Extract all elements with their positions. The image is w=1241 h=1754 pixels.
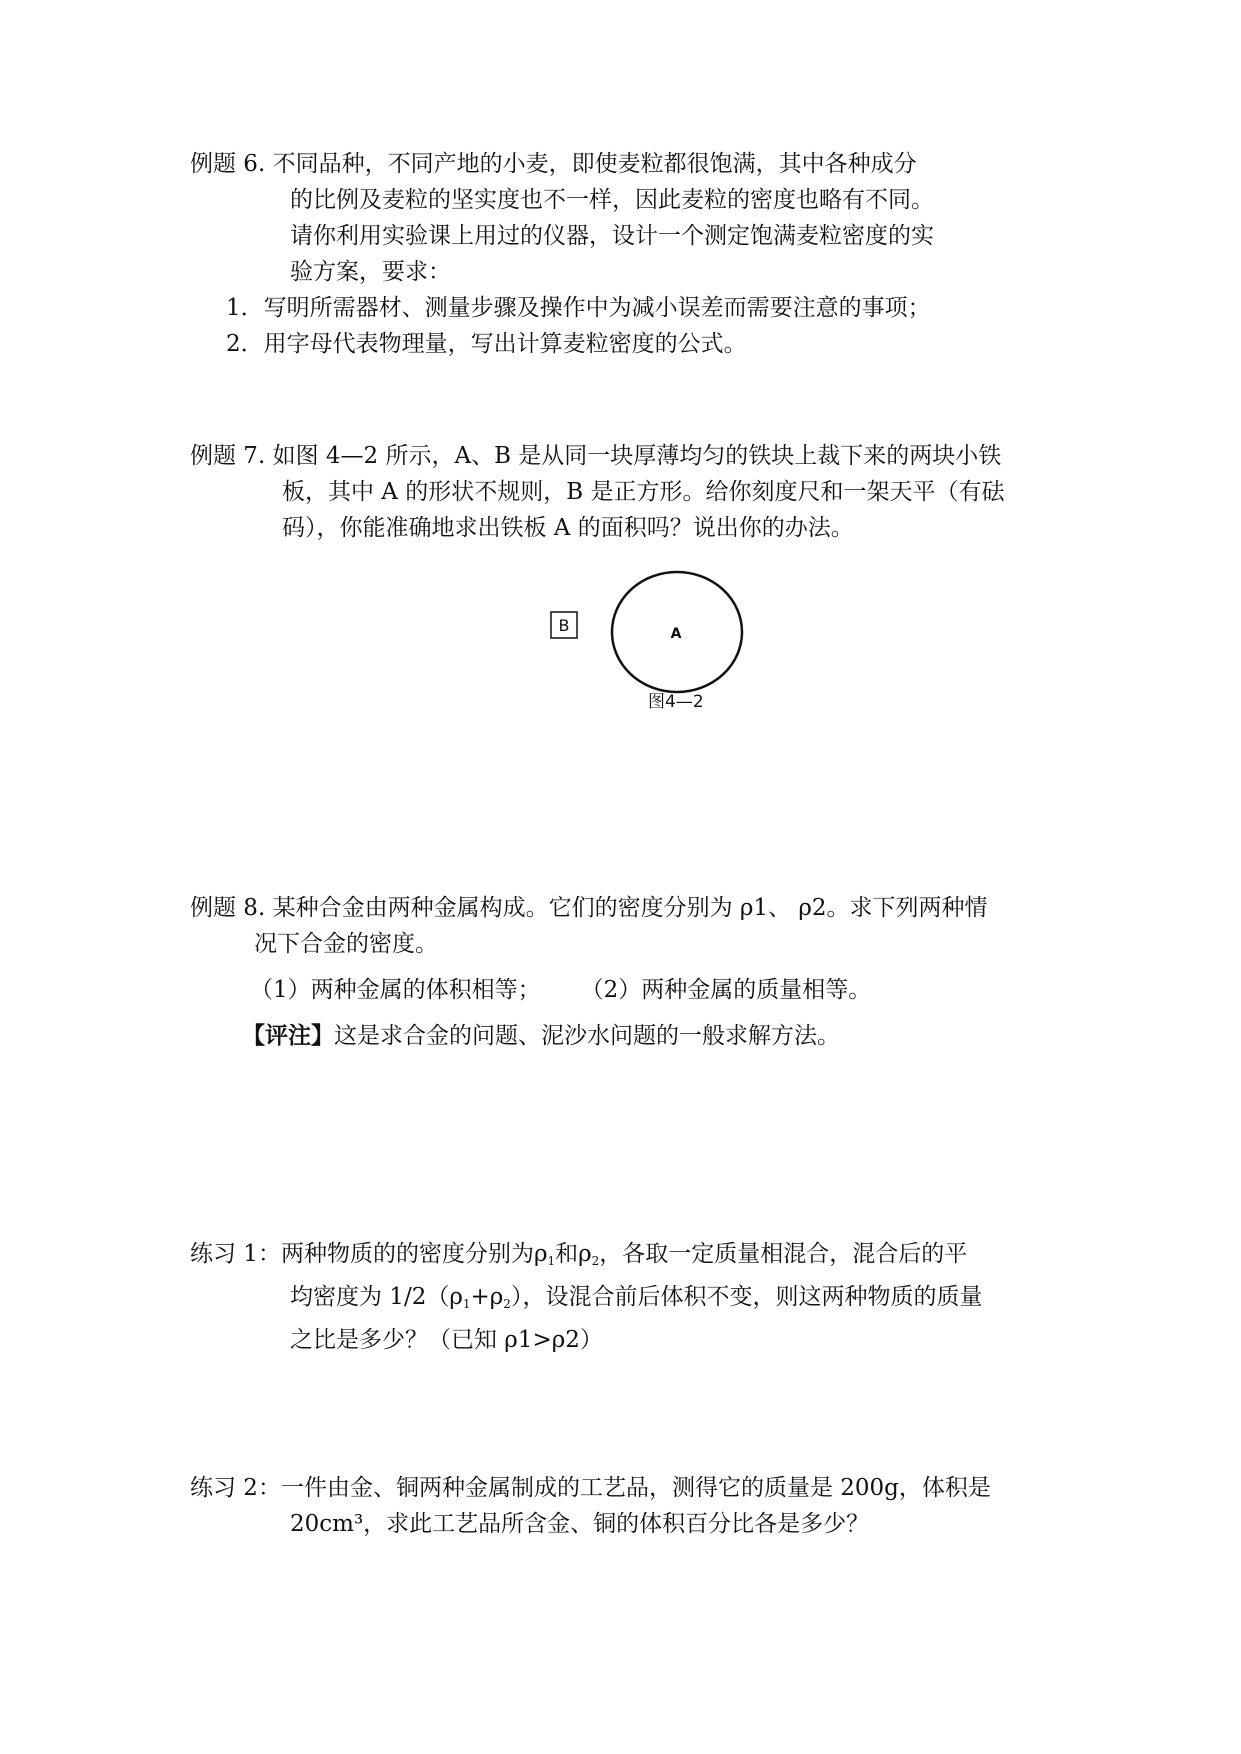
example-7-line-3: 码），你能准确地求出铁板 A 的面积吗？说出你的办法。 [282,515,854,541]
example-6-requirement-2: 2．用字母代表物理量，写出计算麦粒密度的公式。 [226,331,747,357]
note-label: 【评注】 [242,1022,334,1049]
example-8-cases [190,972,1070,1008]
practice-1-text-a: 练习 1：两种物质的的密度分别为ρ [190,1241,548,1267]
example-6-requirement-1: 1．写明所需器材、测量步骤及操作中为减小误差而需要注意的事项； [226,295,931,321]
example-6-line-4: 验方案，要求： [290,259,451,285]
figure-caption: 图4—2 [648,692,704,712]
practice-2-line-1: 练习 2：一件由金、铜两种金属制成的工艺品，测得它的质量是 200g，体积是 [190,1475,991,1501]
practice-1-line-2 [190,1279,1070,1322]
note-text: 这是求合金的问题、泥沙水问题的一般求解方法。 [334,1023,840,1049]
practice-2 [190,1470,1070,1542]
example-8-case-1: （1）两种金属的体积相等； [250,977,541,1003]
label-b: B [558,616,570,635]
example-8-case-2: （2）两种金属的质量相等。 [580,977,872,1003]
example-6-line-2: 的比例及麦粒的坚实度也不一样，因此麦粒的密度也略有不同。 [290,187,934,213]
practice-1 [190,1236,1070,1358]
example-6-line-1: 例题 6. 不同品种，不同产地的小麦，即使麦粒都很饱满，其中各种成分 [190,151,917,177]
practice-1-text-c: ，各取一定质量相混合，混合后的平 [599,1241,968,1267]
subscript-1: 1 [547,1254,556,1268]
practice-1-text-f: ），设混合前后体积不变，则这两种物质的质量 [510,1284,983,1310]
example-8-note [190,1018,1070,1054]
example-8-line-2: 况下合金的密度。 [254,931,438,957]
figure-4-2 [540,566,750,696]
example-6 [190,146,1070,362]
example-6-line-3: 请你利用实验课上用过的仪器，设计一个测定饱满麦粒密度的实 [290,223,934,249]
label-a: A [670,626,682,642]
practice-1-text-b: 和ρ [555,1241,592,1267]
practice-1-text-d: 均密度为 1/2（ρ [290,1284,463,1310]
example-7 [190,438,1070,546]
example-7-line-2: 板，其中 A 的形状不规则，B 是正方形。给你刻度尺和一架天平（有砝 [282,479,1005,505]
practice-1-text-e: +ρ [470,1284,504,1310]
practice-2-line-2: 20cm³，求此工艺品所含金、铜的体积百分比各是多少？ [290,1511,870,1537]
example-7-line-1: 例题 7. 如图 4—2 所示，A、B 是从同一块厚薄均匀的铁块上裁下来的两块小铁 [190,443,1002,469]
example-8-line-1: 例题 8. 某种合金由两种金属构成。它们的密度分别为 ρ1、 ρ2。求下列两种情 [190,895,988,921]
subscript-2: 2 [591,1254,600,1268]
subscript-2: 2 [503,1297,511,1311]
practice-1-line-1 [190,1236,1070,1279]
practice-1-line-3: 之比是多少？（已知 ρ1>ρ2） [290,1327,603,1353]
example-8 [190,890,1070,1054]
subscript-1: 1 [462,1297,471,1311]
